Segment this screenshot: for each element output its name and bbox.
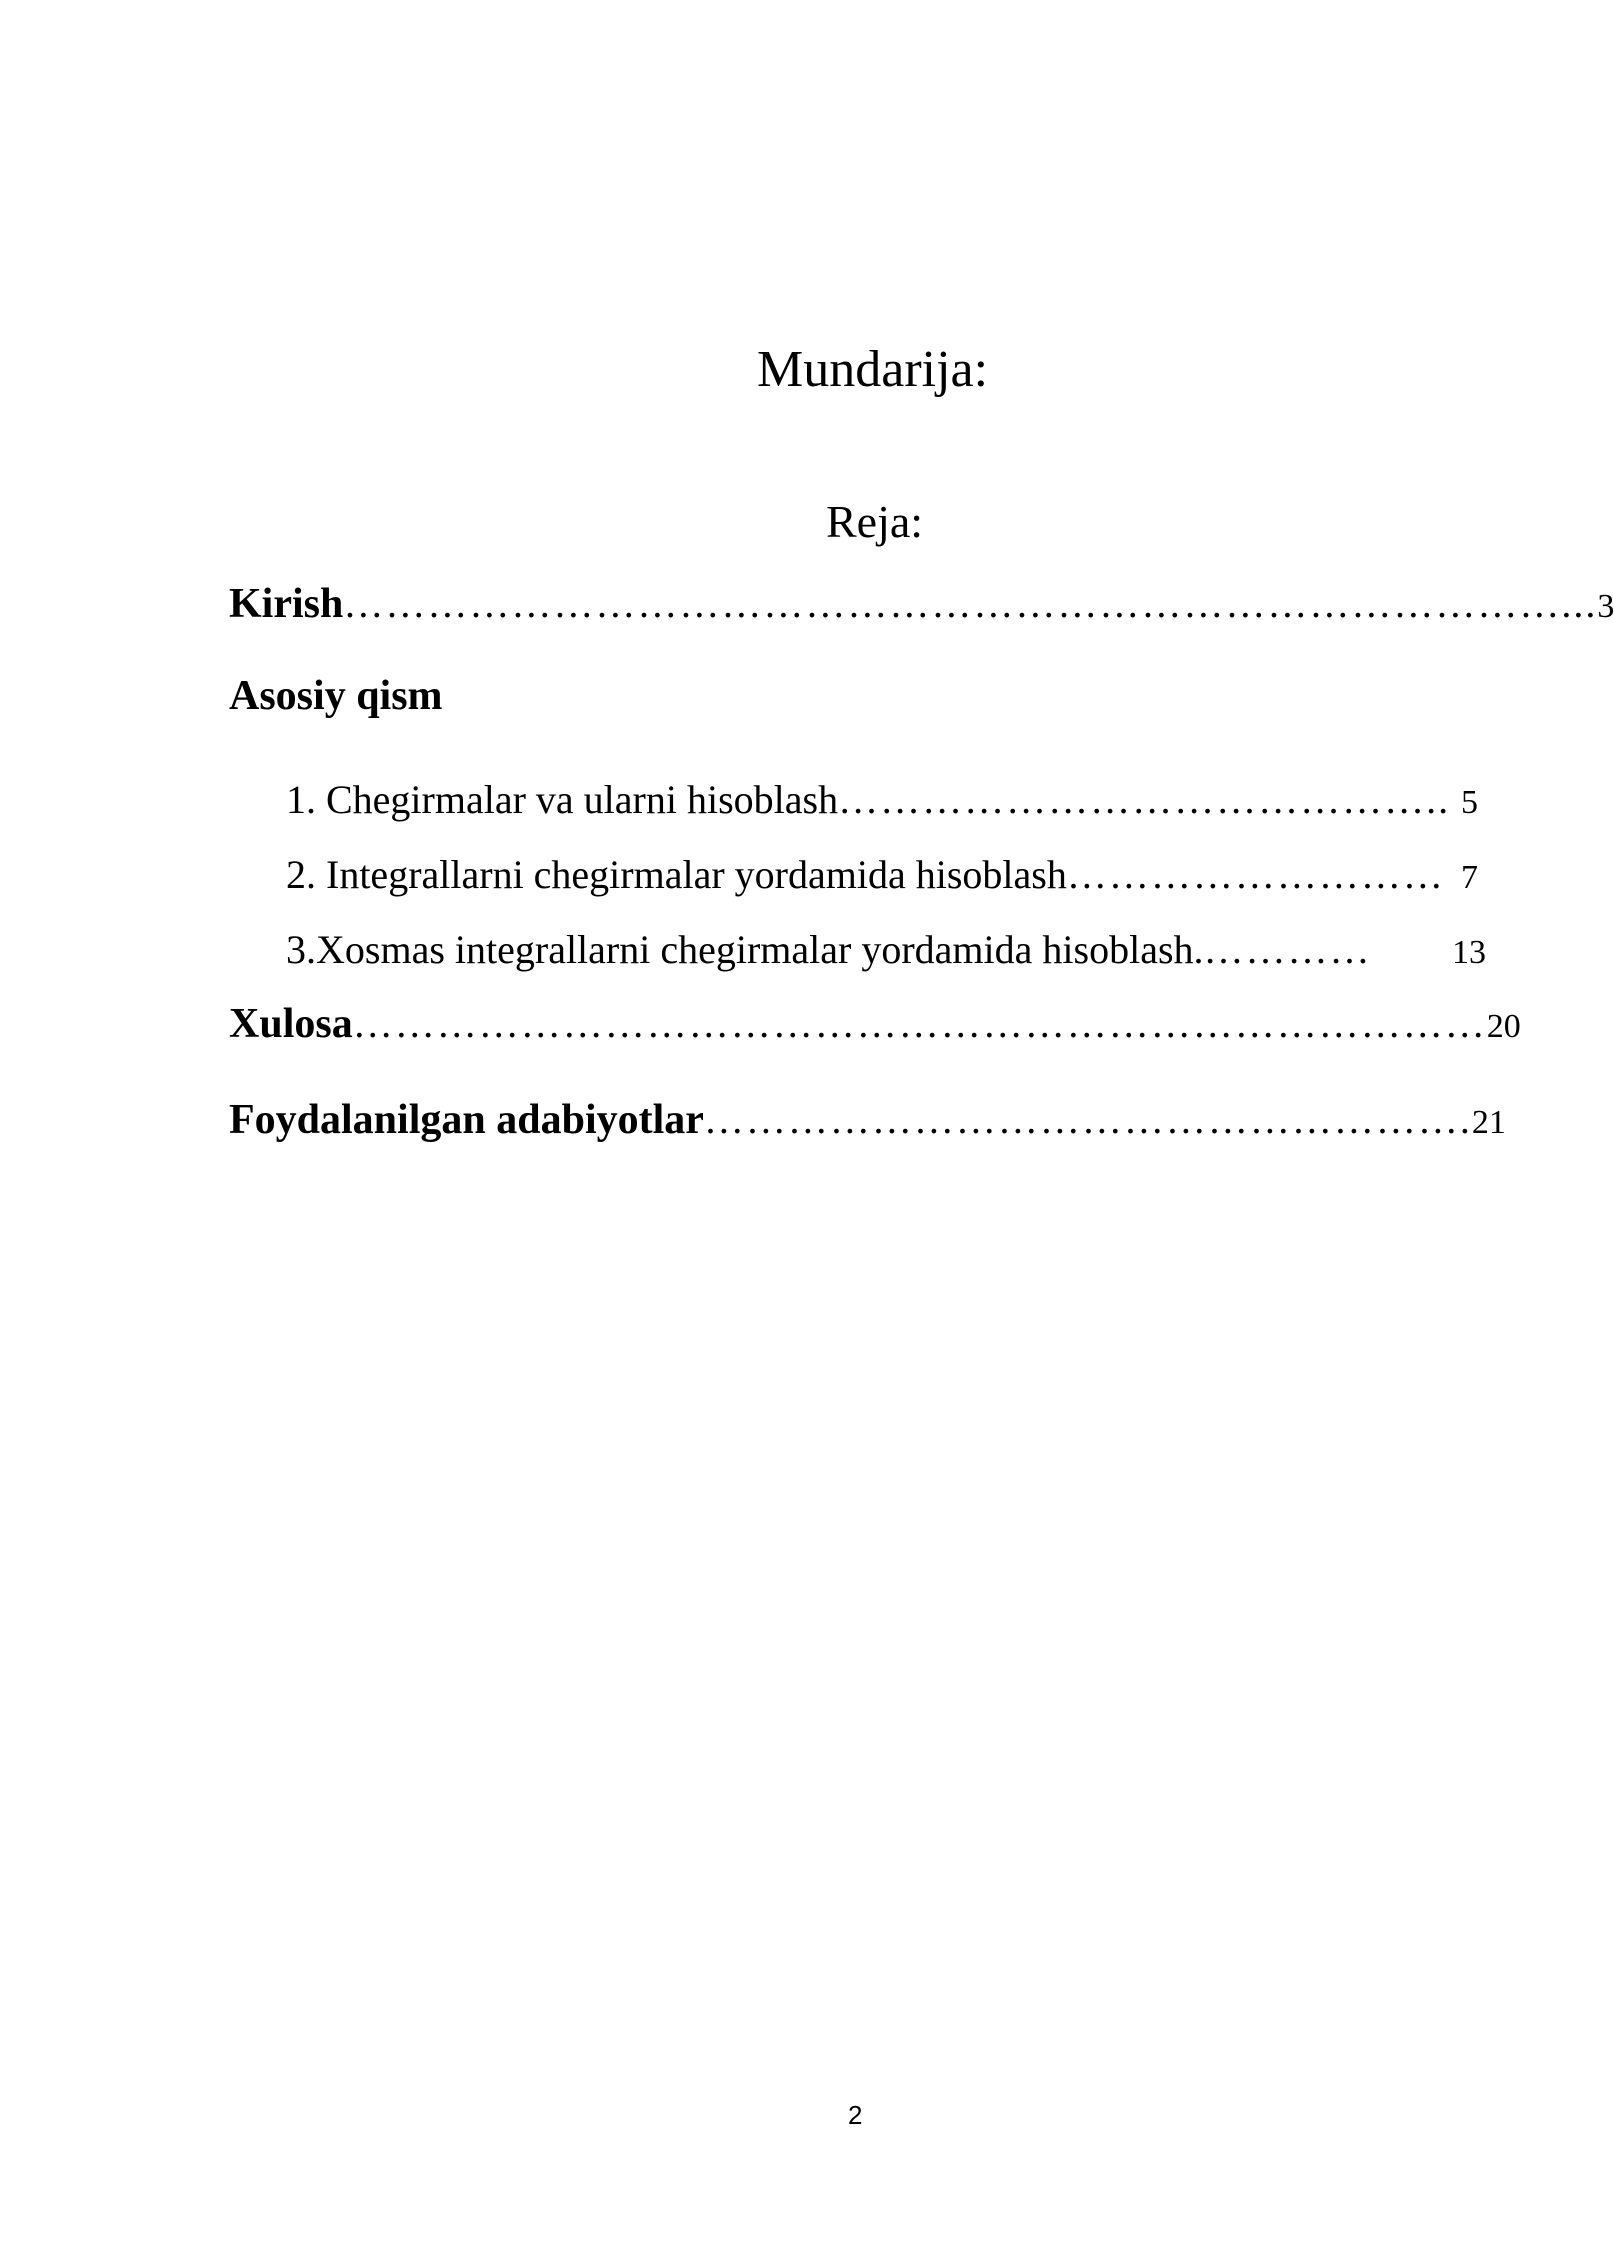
- toc-leader-dots: ………………………………………………………………………: [352, 1001, 1487, 1046]
- toc-section-heading: Asosiy qism: [229, 673, 443, 719]
- toc-leader-dots: ………………………: [1066, 852, 1445, 897]
- toc-entry-item-2[interactable]: [286, 851, 1478, 901]
- page-title: Mundarija:: [757, 341, 989, 398]
- toc-page-number: 13: [1452, 934, 1486, 971]
- page-number: 2: [848, 2100, 863, 2130]
- toc-item-number: 2.: [286, 852, 316, 897]
- toc-label: Xosmas integrallarni chegirmalar yordamida hisoblash.: [316, 927, 1204, 972]
- toc-entry-xulosa[interactable]: [229, 1000, 1521, 1050]
- toc-label: Chegirmalar va ularni hisoblash: [326, 777, 839, 822]
- toc-page-number: 21: [1471, 1104, 1506, 1141]
- toc-label: Kirish: [229, 581, 344, 627]
- toc-leader-dots: ……………………………………………….: [703, 1097, 1472, 1142]
- toc-item-number: 1.: [286, 777, 316, 822]
- toc-label: Integrallarni chegirmalar yordamida hisoblash: [326, 852, 1067, 897]
- toc-entry-adabiyotlar[interactable]: [229, 1096, 1506, 1146]
- toc-entry-item-1[interactable]: [286, 776, 1478, 826]
- toc-leader-dots: ……………………………………………………………………………...: [343, 581, 1598, 626]
- toc-page-number: 7: [1461, 859, 1478, 896]
- toc-label: Foydalanilgan adabiyotlar: [229, 1097, 704, 1143]
- toc-leader-dots: ……………………………………..: [838, 777, 1451, 822]
- toc-item-number: 3.: [286, 927, 316, 972]
- toc-page-number: 20: [1486, 1008, 1521, 1045]
- toc-entry-item-3[interactable]: [286, 926, 1486, 976]
- plan-heading: Reja:: [826, 496, 924, 547]
- toc-page-number: 3: [1597, 588, 1614, 625]
- toc-label: Xulosa: [229, 1001, 353, 1047]
- toc-leader-dots: …………: [1203, 927, 1372, 972]
- toc-entry-kirish[interactable]: [229, 580, 1614, 630]
- toc-page-number: 5: [1461, 784, 1478, 821]
